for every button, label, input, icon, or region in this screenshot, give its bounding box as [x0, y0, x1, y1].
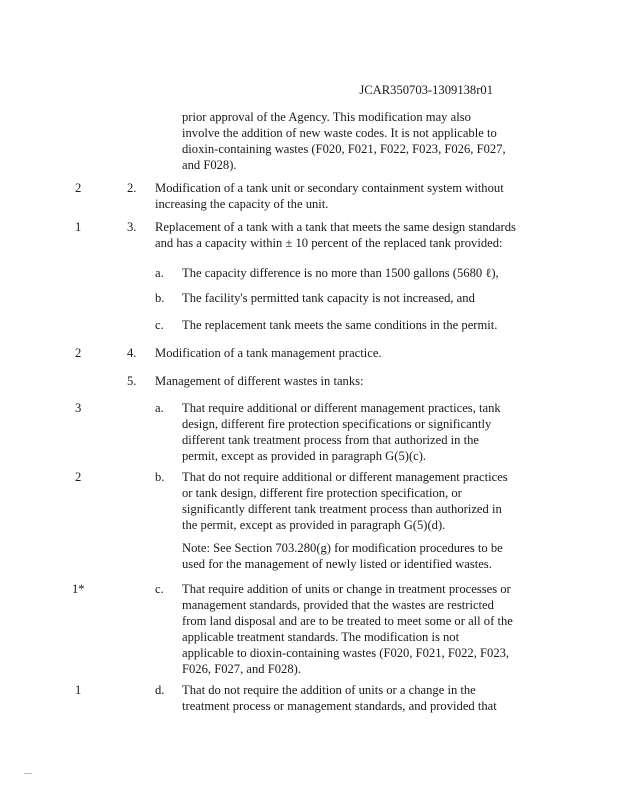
subitem-text-line: significantly different tank treatment process than authorized in	[182, 502, 502, 516]
subitem-text-line: or tank design, different fire protection specification, or	[182, 486, 462, 500]
classification-label: 2	[75, 346, 82, 360]
item-text-line: Replacement of a tank with a tank that meets the same design standards	[155, 220, 516, 234]
note-line: used for the management of newly listed or identified wastes.	[182, 557, 492, 571]
subitem-text-line: F026, F027, and F028).	[182, 662, 301, 676]
item-text-line: Modification of a tank management practice.	[155, 346, 382, 360]
classification-label: 1	[75, 683, 82, 697]
subitem-text-line: design, different fire protection specifications or significantly	[182, 417, 492, 431]
subitem-text-line: different tank treatment process from that authorized in the	[182, 433, 480, 447]
subitem-text-line: That require addition of units or change in treatment processes or	[182, 582, 511, 596]
subitem-text-line: That require additional or different management practices, tank	[182, 401, 501, 415]
subitem-letter: b.	[155, 291, 165, 305]
subitem-text-line: treatment process or management standards, and provided that	[182, 699, 497, 713]
item-number: 2.	[127, 181, 137, 195]
classification-label: 2	[75, 470, 82, 484]
item-number: 5.	[127, 374, 137, 388]
subitem-text-line: That do not require additional or different management practices	[182, 470, 508, 484]
item-text-line: increasing the capacity of the unit.	[155, 197, 329, 211]
classification-label: 1	[75, 220, 82, 234]
intro-line: involve the addition of new waste codes. It is not applicable to	[182, 126, 497, 140]
classification-label: 2	[75, 181, 82, 195]
subitem-text-line: The capacity difference is no more than 1500 gallons (5680 ℓ),	[182, 266, 499, 280]
subitem-text-line: from land disposal and are to be treated to meet some or all of the	[182, 614, 513, 628]
subitem-letter: c.	[155, 582, 164, 596]
classification-label: 3	[75, 401, 82, 415]
subitem-text-line: the permit, except as provided in paragraph G(5)(d).	[182, 518, 446, 532]
subitem-letter: a.	[155, 266, 164, 280]
subitem-letter: c.	[155, 318, 164, 332]
subitem-letter: b.	[155, 470, 165, 484]
subitem-text-line: management standards, provided that the wastes are restricted	[182, 598, 494, 612]
scan-artifact	[24, 773, 32, 774]
subitem-text-line: That do not require the addition of units or a change in the	[182, 683, 476, 697]
subitem-text-line: The replacement tank meets the same conditions in the permit.	[182, 318, 498, 332]
subitem-text-line: applicable to dioxin-containing wastes (F020, F021, F022, F023,	[182, 646, 510, 660]
subitem-text-line: permit, except as provided in paragraph G(5)(c).	[182, 449, 427, 463]
subitem-text-line: The facility's permitted tank capacity is not increased, and	[182, 291, 475, 305]
intro-line: and F028).	[182, 158, 237, 172]
subitem-letter: d.	[155, 683, 165, 697]
item-text-line: Management of different wastes in tanks:	[155, 374, 364, 388]
subitem-letter: a.	[155, 401, 164, 415]
subitem-text-line: applicable treatment standards. The modification is not	[182, 630, 460, 644]
item-number: 4.	[127, 346, 137, 360]
document-id-header: JCAR350703-1309138r01	[359, 83, 493, 97]
item-text-line: and has a capacity within ± 10 percent of the replaced tank provided:	[155, 236, 503, 250]
item-text-line: Modification of a tank unit or secondary containment system without	[155, 181, 504, 195]
note-line: Note: See Section 703.280(g) for modification procedures to be	[182, 541, 503, 555]
intro-line: prior approval of the Agency. This modification may also	[182, 110, 471, 124]
intro-line: dioxin-containing wastes (F020, F021, F022, F023, F026, F027,	[182, 142, 506, 156]
item-number: 3.	[127, 220, 137, 234]
classification-label: 1*	[72, 582, 85, 596]
